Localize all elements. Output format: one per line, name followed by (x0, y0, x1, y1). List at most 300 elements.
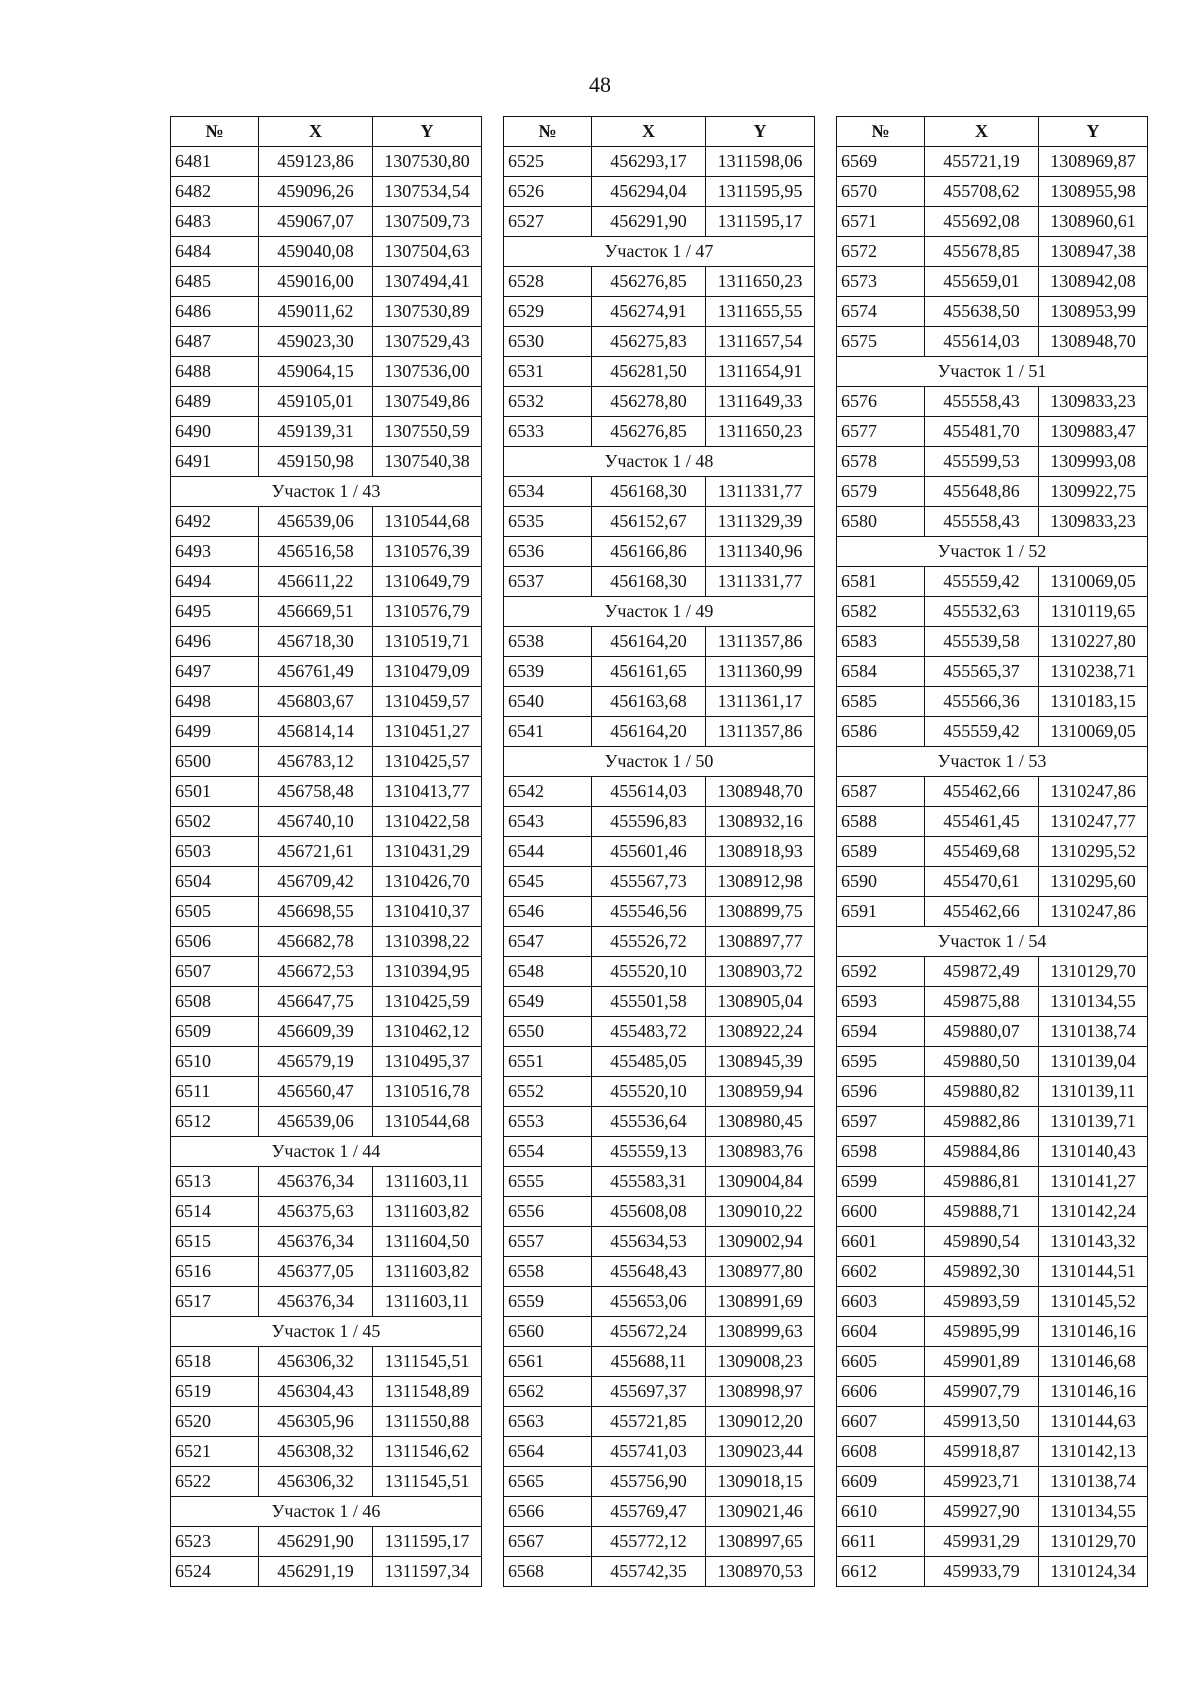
y-coordinate: 1308969,87 (1039, 147, 1148, 177)
header-x: X (925, 117, 1039, 147)
x-coordinate: 455742,35 (592, 1557, 706, 1587)
table-row (504, 1467, 815, 1497)
y-coordinate: 1311361,17 (706, 687, 815, 717)
section-row (837, 747, 1148, 777)
x-coordinate: 459923,71 (925, 1467, 1039, 1497)
table-row (171, 1167, 482, 1197)
table-row (504, 537, 815, 567)
point-number: 6511 (171, 1077, 259, 1107)
point-number: 6554 (504, 1137, 592, 1167)
y-coordinate: 1310238,71 (1039, 657, 1148, 687)
table-row (837, 297, 1148, 327)
table-row (837, 687, 1148, 717)
x-coordinate: 459139,31 (259, 417, 373, 447)
y-coordinate: 1310247,77 (1039, 807, 1148, 837)
x-coordinate: 455470,61 (925, 867, 1039, 897)
point-number: 6492 (171, 507, 259, 537)
header-number: № (837, 117, 925, 147)
y-coordinate: 1311545,51 (373, 1467, 482, 1497)
y-coordinate: 1309883,47 (1039, 417, 1148, 447)
section-label: Участок 1 / 54 (837, 927, 1148, 957)
point-number: 6582 (837, 597, 925, 627)
y-coordinate: 1311657,54 (706, 327, 815, 357)
point-number: 6604 (837, 1317, 925, 1347)
point-number: 6515 (171, 1227, 259, 1257)
table-row (837, 417, 1148, 447)
table-row (171, 747, 482, 777)
point-number: 6607 (837, 1407, 925, 1437)
table-row (171, 837, 482, 867)
x-coordinate: 456306,32 (259, 1347, 373, 1377)
y-coordinate: 1308977,80 (706, 1257, 815, 1287)
point-number: 6528 (504, 267, 592, 297)
table-row (504, 177, 815, 207)
x-coordinate: 456709,42 (259, 867, 373, 897)
x-coordinate: 455558,43 (925, 387, 1039, 417)
y-coordinate: 1310451,27 (373, 717, 482, 747)
table-row (504, 1317, 815, 1347)
x-coordinate: 456376,34 (259, 1167, 373, 1197)
y-coordinate: 1310394,95 (373, 957, 482, 987)
point-number: 6485 (171, 267, 259, 297)
point-number: 6587 (837, 777, 925, 807)
x-coordinate: 456163,68 (592, 687, 706, 717)
table-row (171, 1257, 482, 1287)
x-coordinate: 456814,14 (259, 717, 373, 747)
point-number: 6589 (837, 837, 925, 867)
point-number: 6548 (504, 957, 592, 987)
y-coordinate: 1310144,63 (1039, 1407, 1148, 1437)
table-row (504, 867, 815, 897)
point-number: 6596 (837, 1077, 925, 1107)
x-coordinate: 455634,53 (592, 1227, 706, 1257)
x-coordinate: 459105,01 (259, 387, 373, 417)
table-row (837, 1137, 1148, 1167)
header-x: X (592, 117, 706, 147)
y-coordinate: 1308912,98 (706, 867, 815, 897)
point-number: 6608 (837, 1437, 925, 1467)
point-number: 6510 (171, 1047, 259, 1077)
table-row (504, 1407, 815, 1437)
y-coordinate: 1310576,79 (373, 597, 482, 627)
y-coordinate: 1310425,59 (373, 987, 482, 1017)
y-coordinate: 1308918,93 (706, 837, 815, 867)
table-row (504, 837, 815, 867)
x-coordinate: 459872,49 (925, 957, 1039, 987)
x-coordinate: 459011,62 (259, 297, 373, 327)
x-coordinate: 455614,03 (592, 777, 706, 807)
x-coordinate: 455559,13 (592, 1137, 706, 1167)
table-row (171, 1377, 482, 1407)
point-number: 6570 (837, 177, 925, 207)
point-number: 6544 (504, 837, 592, 867)
x-coordinate: 456168,30 (592, 567, 706, 597)
section-label: Участок 1 / 47 (504, 237, 815, 267)
point-number: 6574 (837, 297, 925, 327)
table-row (837, 1377, 1148, 1407)
y-coordinate: 1308897,77 (706, 927, 815, 957)
table-row (837, 567, 1148, 597)
section-row (504, 237, 815, 267)
table-row (171, 177, 482, 207)
table-row (171, 1557, 482, 1587)
section-row (171, 1137, 482, 1167)
table-row (504, 1017, 815, 1047)
x-coordinate: 456740,10 (259, 807, 373, 837)
y-coordinate: 1307530,80 (373, 147, 482, 177)
point-number: 6512 (171, 1107, 259, 1137)
table-row (837, 327, 1148, 357)
y-coordinate: 1310138,74 (1039, 1017, 1148, 1047)
y-coordinate: 1310141,27 (1039, 1167, 1148, 1197)
table-row (171, 207, 482, 237)
point-number: 6563 (504, 1407, 592, 1437)
table-header-row (171, 117, 482, 147)
x-coordinate: 455697,37 (592, 1377, 706, 1407)
x-coordinate: 456609,39 (259, 1017, 373, 1047)
x-coordinate: 459886,81 (925, 1167, 1039, 1197)
point-number: 6553 (504, 1107, 592, 1137)
x-coordinate: 459888,71 (925, 1197, 1039, 1227)
table-row (171, 387, 482, 417)
y-coordinate: 1309021,46 (706, 1497, 815, 1527)
y-coordinate: 1310247,86 (1039, 897, 1148, 927)
table-row (837, 1227, 1148, 1257)
point-number: 6551 (504, 1047, 592, 1077)
point-number: 6490 (171, 417, 259, 447)
table-row (837, 1467, 1148, 1497)
x-coordinate: 459882,86 (925, 1107, 1039, 1137)
y-coordinate: 1309002,94 (706, 1227, 815, 1257)
x-coordinate: 456560,47 (259, 1077, 373, 1107)
section-label: Участок 1 / 44 (171, 1137, 482, 1167)
x-coordinate: 456611,22 (259, 567, 373, 597)
x-coordinate: 455566,36 (925, 687, 1039, 717)
point-number: 6602 (837, 1257, 925, 1287)
y-coordinate: 1311331,77 (706, 477, 815, 507)
table-row (171, 927, 482, 957)
table-row (504, 627, 815, 657)
x-coordinate: 455614,03 (925, 327, 1039, 357)
y-coordinate: 1311329,39 (706, 507, 815, 537)
table-row (504, 1257, 815, 1287)
point-number: 6584 (837, 657, 925, 687)
point-number: 6516 (171, 1257, 259, 1287)
point-number: 6497 (171, 657, 259, 687)
y-coordinate: 1307534,54 (373, 177, 482, 207)
point-number: 6499 (171, 717, 259, 747)
table-row (171, 957, 482, 987)
table-row (171, 237, 482, 267)
x-coordinate: 456721,61 (259, 837, 373, 867)
y-coordinate: 1310544,68 (373, 507, 482, 537)
table-row (171, 687, 482, 717)
point-number: 6501 (171, 777, 259, 807)
x-coordinate: 456718,30 (259, 627, 373, 657)
x-coordinate: 456276,85 (592, 417, 706, 447)
x-coordinate: 459931,29 (925, 1527, 1039, 1557)
y-coordinate: 1307536,00 (373, 357, 482, 387)
table-row (171, 447, 482, 477)
y-coordinate: 1310069,05 (1039, 567, 1148, 597)
point-number: 6527 (504, 207, 592, 237)
x-coordinate: 459880,07 (925, 1017, 1039, 1047)
point-number: 6486 (171, 297, 259, 327)
x-coordinate: 459907,79 (925, 1377, 1039, 1407)
y-coordinate: 1311654,91 (706, 357, 815, 387)
x-coordinate: 455559,42 (925, 567, 1039, 597)
table-row (171, 627, 482, 657)
point-number: 6514 (171, 1197, 259, 1227)
section-label: Участок 1 / 49 (504, 597, 815, 627)
y-coordinate: 1309010,22 (706, 1197, 815, 1227)
y-coordinate: 1311603,11 (373, 1287, 482, 1317)
x-coordinate: 455536,64 (592, 1107, 706, 1137)
y-coordinate: 1310124,34 (1039, 1557, 1148, 1587)
x-coordinate: 455756,90 (592, 1467, 706, 1497)
point-number: 6575 (837, 327, 925, 357)
y-coordinate: 1308945,39 (706, 1047, 815, 1077)
section-label: Участок 1 / 53 (837, 747, 1148, 777)
point-number: 6571 (837, 207, 925, 237)
x-coordinate: 456168,30 (592, 477, 706, 507)
point-number: 6537 (504, 567, 592, 597)
y-coordinate: 1310119,65 (1039, 597, 1148, 627)
point-number: 6610 (837, 1497, 925, 1527)
y-coordinate: 1309008,23 (706, 1347, 815, 1377)
y-coordinate: 1310426,70 (373, 867, 482, 897)
x-coordinate: 459927,90 (925, 1497, 1039, 1527)
section-row (504, 747, 815, 777)
y-coordinate: 1310142,13 (1039, 1437, 1148, 1467)
point-number: 6505 (171, 897, 259, 927)
table-row (837, 897, 1148, 927)
y-coordinate: 1307530,89 (373, 297, 482, 327)
point-number: 6517 (171, 1287, 259, 1317)
table-row (504, 1107, 815, 1137)
point-number: 6557 (504, 1227, 592, 1257)
y-coordinate: 1310139,71 (1039, 1107, 1148, 1137)
y-coordinate: 1310410,37 (373, 897, 482, 927)
y-coordinate: 1311603,11 (373, 1167, 482, 1197)
x-coordinate: 456375,63 (259, 1197, 373, 1227)
table-row (171, 1197, 482, 1227)
point-number: 6541 (504, 717, 592, 747)
x-coordinate: 455659,01 (925, 267, 1039, 297)
x-coordinate: 455596,83 (592, 807, 706, 837)
table-row (504, 327, 815, 357)
table-row (171, 357, 482, 387)
x-coordinate: 455526,72 (592, 927, 706, 957)
y-coordinate: 1311598,06 (706, 147, 815, 177)
table-row (837, 237, 1148, 267)
point-number: 6600 (837, 1197, 925, 1227)
x-coordinate: 455583,31 (592, 1167, 706, 1197)
x-coordinate: 455648,43 (592, 1257, 706, 1287)
table-row (837, 1197, 1148, 1227)
section-label: Участок 1 / 48 (504, 447, 815, 477)
y-coordinate: 1311649,33 (706, 387, 815, 417)
section-label: Участок 1 / 45 (171, 1317, 482, 1347)
table-row (837, 957, 1148, 987)
table-header-row (504, 117, 815, 147)
y-coordinate: 1310142,24 (1039, 1197, 1148, 1227)
x-coordinate: 456276,85 (592, 267, 706, 297)
point-number: 6573 (837, 267, 925, 297)
x-coordinate: 455483,72 (592, 1017, 706, 1047)
x-coordinate: 455638,50 (925, 297, 1039, 327)
point-number: 6482 (171, 177, 259, 207)
point-number: 6495 (171, 597, 259, 627)
x-coordinate: 455708,62 (925, 177, 1039, 207)
point-number: 6531 (504, 357, 592, 387)
x-coordinate: 456669,51 (259, 597, 373, 627)
table-row (504, 1197, 815, 1227)
point-number: 6489 (171, 387, 259, 417)
y-coordinate: 1310146,68 (1039, 1347, 1148, 1377)
y-coordinate: 1310134,55 (1039, 1497, 1148, 1527)
table-row (837, 1557, 1148, 1587)
point-number: 6580 (837, 507, 925, 537)
y-coordinate: 1310139,11 (1039, 1077, 1148, 1107)
point-number: 6536 (504, 537, 592, 567)
table-row (504, 927, 815, 957)
point-number: 6585 (837, 687, 925, 717)
x-coordinate: 456539,06 (259, 1107, 373, 1137)
y-coordinate: 1310422,58 (373, 807, 482, 837)
table-row (837, 1257, 1148, 1287)
y-coordinate: 1307529,43 (373, 327, 482, 357)
point-number: 6611 (837, 1527, 925, 1557)
table-row (504, 357, 815, 387)
table-row (504, 777, 815, 807)
table-row (504, 687, 815, 717)
y-coordinate: 1308983,76 (706, 1137, 815, 1167)
table-row (837, 507, 1148, 537)
point-number: 6564 (504, 1437, 592, 1467)
point-number: 6595 (837, 1047, 925, 1077)
x-coordinate: 459123,86 (259, 147, 373, 177)
y-coordinate: 1310247,86 (1039, 777, 1148, 807)
y-coordinate: 1310519,71 (373, 627, 482, 657)
point-number: 6586 (837, 717, 925, 747)
x-coordinate: 459067,07 (259, 207, 373, 237)
x-coordinate: 459913,50 (925, 1407, 1039, 1437)
table-row (171, 1347, 482, 1377)
x-coordinate: 455608,08 (592, 1197, 706, 1227)
y-coordinate: 1308999,63 (706, 1317, 815, 1347)
section-row (504, 447, 815, 477)
y-coordinate: 1311603,82 (373, 1197, 482, 1227)
point-number: 6520 (171, 1407, 259, 1437)
point-number: 6523 (171, 1527, 259, 1557)
x-coordinate: 456698,55 (259, 897, 373, 927)
y-coordinate: 1310495,37 (373, 1047, 482, 1077)
y-coordinate: 1309833,23 (1039, 387, 1148, 417)
table-row (504, 1347, 815, 1377)
table-row (504, 1377, 815, 1407)
point-number: 6559 (504, 1287, 592, 1317)
table-row (837, 1437, 1148, 1467)
table-row (504, 417, 815, 447)
table-row (837, 987, 1148, 1017)
point-number: 6606 (837, 1377, 925, 1407)
y-coordinate: 1310227,80 (1039, 627, 1148, 657)
point-number: 6533 (504, 417, 592, 447)
table-row (504, 477, 815, 507)
table-row (837, 1077, 1148, 1107)
y-coordinate: 1310129,70 (1039, 957, 1148, 987)
x-coordinate: 455565,37 (925, 657, 1039, 687)
y-coordinate: 1307540,38 (373, 447, 482, 477)
y-coordinate: 1308955,98 (1039, 177, 1148, 207)
x-coordinate: 456783,12 (259, 747, 373, 777)
table-row (504, 387, 815, 417)
x-coordinate: 456306,32 (259, 1467, 373, 1497)
point-number: 6491 (171, 447, 259, 477)
y-coordinate: 1307509,73 (373, 207, 482, 237)
y-coordinate: 1311595,17 (706, 207, 815, 237)
y-coordinate: 1309018,15 (706, 1467, 815, 1497)
y-coordinate: 1308948,70 (1039, 327, 1148, 357)
table-row (837, 867, 1148, 897)
table-row (837, 177, 1148, 207)
x-coordinate: 459875,88 (925, 987, 1039, 1017)
header-number: № (171, 117, 259, 147)
x-coordinate: 456579,19 (259, 1047, 373, 1077)
table-row (504, 267, 815, 297)
y-coordinate: 1311546,62 (373, 1437, 482, 1467)
section-row (171, 1317, 482, 1347)
y-coordinate: 1309004,84 (706, 1167, 815, 1197)
table-row (837, 267, 1148, 297)
table-row (837, 1527, 1148, 1557)
x-coordinate: 456761,49 (259, 657, 373, 687)
x-coordinate: 455558,43 (925, 507, 1039, 537)
table-row (171, 1527, 482, 1557)
table-row (504, 957, 815, 987)
table-row (504, 297, 815, 327)
point-number: 6561 (504, 1347, 592, 1377)
x-coordinate: 459150,98 (259, 447, 373, 477)
point-number: 6567 (504, 1527, 592, 1557)
x-coordinate: 455769,47 (592, 1497, 706, 1527)
y-coordinate: 1307549,86 (373, 387, 482, 417)
y-coordinate: 1311550,88 (373, 1407, 482, 1437)
x-coordinate: 456166,86 (592, 537, 706, 567)
point-number: 6558 (504, 1257, 592, 1287)
point-number: 6552 (504, 1077, 592, 1107)
header-y: Y (373, 117, 482, 147)
x-coordinate: 459933,79 (925, 1557, 1039, 1587)
y-coordinate: 1311595,17 (373, 1527, 482, 1557)
point-number: 6605 (837, 1347, 925, 1377)
x-coordinate: 459016,00 (259, 267, 373, 297)
y-coordinate: 1310544,68 (373, 1107, 482, 1137)
table-row (171, 1077, 482, 1107)
y-coordinate: 1307504,63 (373, 237, 482, 267)
section-row (837, 927, 1148, 957)
point-number: 6493 (171, 537, 259, 567)
x-coordinate: 455601,46 (592, 837, 706, 867)
point-number: 6549 (504, 987, 592, 1017)
table-row (171, 717, 482, 747)
x-coordinate: 456539,06 (259, 507, 373, 537)
y-coordinate: 1309993,08 (1039, 447, 1148, 477)
section-row (837, 537, 1148, 567)
x-coordinate: 455481,70 (925, 417, 1039, 447)
table-row (171, 807, 482, 837)
